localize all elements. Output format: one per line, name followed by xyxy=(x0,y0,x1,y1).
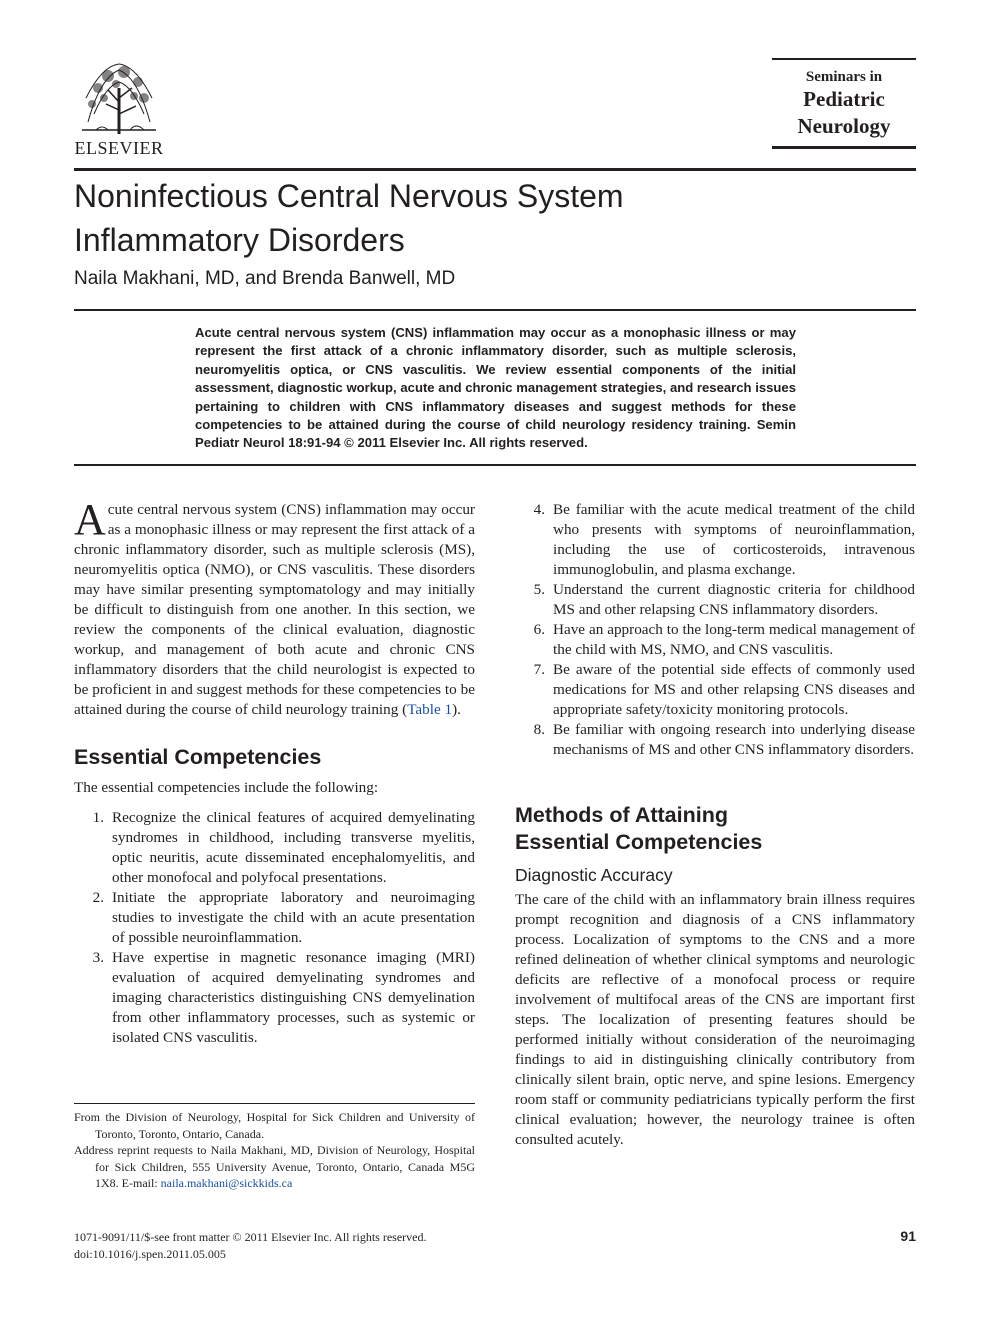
list-item-text: Have expertise in magnetic resonance imaging (MRI) evaluation of acquired demyelinating syndromes and imaging characteristics distinguishing CNS demyelination from other inflammatory processes, such as systemic or isolated CNS vasculitis. xyxy=(112,949,475,1046)
elsevier-logo xyxy=(74,58,164,158)
list-item-number: 3. xyxy=(92,949,104,966)
email-link[interactable]: naila.makhani@sickkids.ca xyxy=(160,1176,293,1190)
list-item-text: Initiate the appropriate laboratory and neuroimaging studies to investigate the child with an acute presentation of possible neuroinflammation. xyxy=(112,889,475,946)
list-item xyxy=(515,500,915,580)
right-column xyxy=(515,500,915,1150)
page-number: 91 xyxy=(900,1228,916,1244)
abstract-text: Acute central nervous system (CNS) inflammation may occur as a monophasic illness or may represent the first attack of a chronic inflammatory disorder, such as multiple sclerosis, neuromyelitis optica, or CNS vasculitis. We review essential components of the initial assessment, diagnostic workup, acute and chronic management strategies, and research issues pertaining to children with CNS inflammatory diseases and suggest methods for these competencies to be attained during the course of child neurology residency training. xyxy=(195,325,796,433)
footnote-rule xyxy=(74,1103,475,1104)
list-item-text: Understand the current diagnostic criteria for childhood MS and other relapsing CNS inflammatory disorders. xyxy=(553,581,915,618)
methods-heading-line2: Essential Competencies xyxy=(515,830,763,854)
list-item-text: Be familiar with ongoing research into underlying disease mechanisms of MS and other CNS inflammatory disorders. xyxy=(553,721,915,758)
journal-name-line1: Pediatric xyxy=(803,87,885,111)
masthead-top-rule xyxy=(772,58,916,60)
elsevier-tree-icon xyxy=(78,58,160,134)
journal-kicker: Seminars in xyxy=(805,69,883,85)
issn-line: 1071-9091/11/$-see front matter © 2011 Elsevier Inc. All rights reserved. xyxy=(74,1230,427,1244)
left-column xyxy=(74,495,475,1048)
competency-list-part2 xyxy=(515,500,915,760)
list-item-number: 7. xyxy=(533,661,545,678)
drop-cap: A xyxy=(74,495,106,544)
list-item-number: 4. xyxy=(533,501,545,518)
intro-text: cute central nervous system (CNS) inflammation may occur as a monophasic illness or may represent the first attack of a chronic inflammatory disorder, such as multiple sclerosis (MS), neuromyelitis optica (NMO), or CNS vasculitis. These disorders may have similar presenting symptomatology and may initially be difficult to distinguish from one another. In this section, we review the components of the clinical evaluation, diagnostic workup, and management of both acute and chronic CNS inflammatory disorders that the child neurologist is expected to be proficient in and suggest methods for these competencies to be attained during the course of child neurology training ( xyxy=(74,501,475,718)
article-title: Noninfectious Central Nervous System Inflammatory Disorders xyxy=(74,178,624,258)
masthead-bottom-rule xyxy=(772,146,916,149)
abstract-citation: Semin Pediatr Neurol 18:91-94 © 2011 Elsevier Inc. All rights reserved. xyxy=(195,417,796,451)
intro-tail: ). xyxy=(452,701,461,718)
list-item-text: Be familiar with the acute medical treatment of the child who presents with symptoms of neuroinflammation, including the use of corticosteroids, intravenous immunoglobulin, and plasma exchange. xyxy=(553,501,915,578)
abstract-top-rule xyxy=(74,309,916,311)
header-rule xyxy=(74,168,916,171)
abstract-bottom-rule xyxy=(74,464,916,466)
journal-name-line2: Neurology xyxy=(797,114,891,138)
list-item xyxy=(74,948,475,1048)
abstract xyxy=(195,324,796,453)
list-item xyxy=(515,660,915,720)
competency-list-part1 xyxy=(74,808,475,1048)
diagnostic-accuracy-paragraph: The care of the child with an inflammatory brain illness requires prompt recognition and diagnosis of a CNS inflammatory process. Localization of symptoms to the CNS and a more refined delineation of whether clinical symptoms and neurologic deficits are reflective of a monofocal process or require involvement of multifocal areas of the CNS are important first steps. The localization of presenting features should be performed initially without consideration of the neuroimaging findings to aid in distinguishing clinically contributory from clinically silent brain, optic nerve, and spine lesions. Emergency room staff or community pediatricians typically perform the first clinical evaluation; however, the neurology trainee is often consulted acutely. xyxy=(515,891,915,1148)
list-item xyxy=(515,720,915,760)
publisher-name: ELSEVIER xyxy=(74,138,164,158)
list-item xyxy=(74,808,475,888)
intro-paragraph xyxy=(74,495,475,720)
list-item xyxy=(515,620,915,660)
list-item xyxy=(74,888,475,948)
methods-heading-line1: Methods of Attaining xyxy=(515,803,728,827)
list-item-text: Recognize the clinical features of acquired demyelinating syndromes in childhood, including transverse myelitis, optic neuritis, acute disseminated encephalomyelitis, and other monofocal and polyfocal presentations. xyxy=(112,809,475,886)
table-1-link[interactable]: Table 1 xyxy=(407,701,453,718)
doi-line: doi:10.1016/j.spen.2011.05.005 xyxy=(74,1247,226,1261)
list-item-number: 8. xyxy=(533,721,545,738)
bottom-matter xyxy=(74,1229,426,1263)
methods-heading xyxy=(515,802,915,856)
list-item-number: 2. xyxy=(92,889,104,906)
journal-masthead xyxy=(772,58,916,149)
essential-lead: The essential competencies include the following: xyxy=(74,779,379,796)
list-item-number: 5. xyxy=(533,581,545,598)
essential-competencies-heading: Essential Competencies xyxy=(74,745,322,769)
list-item-text: Be aware of the potential side effects of commonly used medications for MS and other relapsing CNS diseases and appropriate safety/toxicity monitoring protocols. xyxy=(553,661,915,718)
reprint-footnote xyxy=(74,1142,475,1192)
diagnostic-accuracy-heading: Diagnostic Accuracy xyxy=(515,865,673,885)
list-item xyxy=(515,580,915,620)
list-item-number: 1. xyxy=(92,809,104,826)
reprint-text: Address reprint requests to Naila Makhani, MD, Division of Neurology, Hospital for Sick Children, 555 University Avenue, Toronto, Ontario, Canada M5G 1X8. E-mail: xyxy=(74,1143,475,1190)
list-item-text: Have an approach to the long-term medical management of the child with MS, NMO, and CNS vasculitis. xyxy=(553,621,915,658)
footnotes xyxy=(74,1109,475,1192)
affiliation-footnote: From the Division of Neurology, Hospital for Sick Children and University of Toronto, Toronto, Ontario, Canada. xyxy=(74,1110,475,1141)
article-authors: Naila Makhani, MD, and Brenda Banwell, MD xyxy=(74,268,456,289)
list-item-number: 6. xyxy=(533,621,545,638)
